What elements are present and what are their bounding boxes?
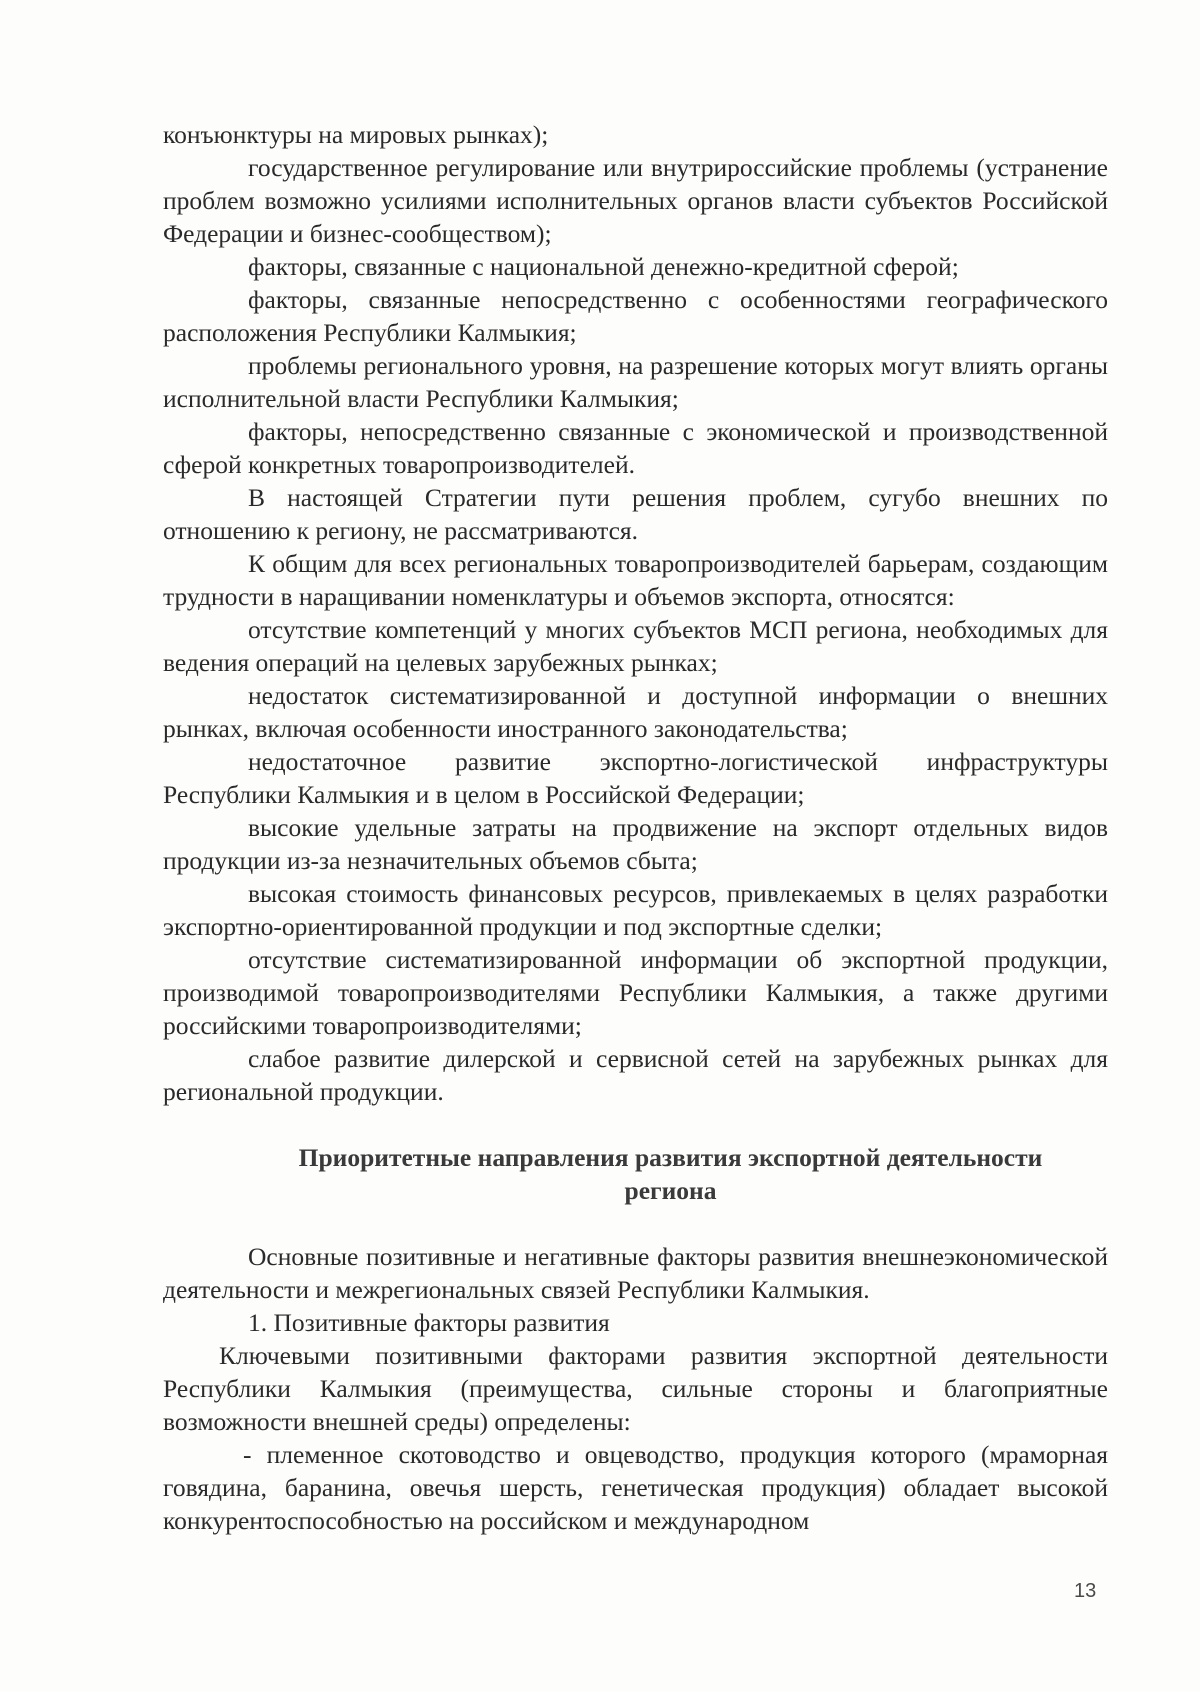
paragraph: отсутствие систематизированной информации об экспортной продукции, производимой товаропроизводителями Республики Калмыкия, а также другими российскими товаропроизводителями; [163,945,1108,1040]
section-heading [163,1141,1108,1207]
paragraph: К общим для всех региональных товаропроизводителей барьерам, создающим трудности в наращивании номенклатуры и объемов экспорта, относятся: [163,549,1108,611]
paragraph: Ключевыми позитивными факторами развития экспортной деятельности Республики Калмыкия (преимущества, сильные стороны и благоприятные возможности внешней среды) определены: [163,1341,1108,1436]
paragraph: недостаток систематизированной и доступной информации о внешних рынках, включая особенности иностранного законодательства; [163,681,1108,743]
paragraph: факторы, связанные непосредственно с особенностями географического расположения Республики Калмыкия; [163,285,1108,347]
section-heading-line1: Приоритетные направления развития экспортной деятельности [298,1143,1043,1172]
paragraph: Основные позитивные и негативные факторы развития внешнеэкономической деятельности и межрегиональных связей Республики Калмыкия. [163,1242,1108,1304]
paragraph: высокая стоимость финансовых ресурсов, привлекаемых в целях разработки экспортно-ориентированной продукции и под экспортные сделки; [163,879,1108,941]
paragraph: недостаточное развитие экспортно-логистической инфраструктуры Республики Калмыкия и в целом в Российской Федерации; [163,747,1108,809]
page-number: 13 [1074,1580,1097,1602]
paragraph: 1. Позитивные факторы развития [248,1308,610,1337]
document-body [163,118,1108,1537]
paragraph: высокие удельные затраты на продвижение на экспорт отдельных видов продукции из-за незначительных объемов сбыта; [163,813,1108,875]
paragraph: отсутствие компетенций у многих субъектов МСП региона, необходимых для ведения операций на целевых зарубежных рынках; [163,615,1108,677]
list-item: - племенное скотоводство и овцеводство, продукция которого (мраморная говядина, баранина, овечья шерсть, генетическая продукция) обладает высокой конкурентоспособностью на российском и международном [163,1440,1108,1535]
paragraph: конъюнктуры на мировых рынках); [163,120,549,149]
paragraph: факторы, непосредственно связанные с экономической и производственной сферой конкретных товаропроизводителей. [163,417,1108,479]
paragraph: В настоящей Стратегии пути решения проблем, сугубо внешних по отношению к региону, не рассматриваются. [163,483,1108,545]
paragraph: проблемы регионального уровня, на разрешение которых могут влиять органы исполнительной власти Республики Калмыкия; [163,351,1108,413]
section-heading-line2: региона [624,1176,717,1205]
paragraph: слабое развитие дилерской и сервисной сетей на зарубежных рынках для региональной продукции. [163,1044,1108,1106]
paragraph: факторы, связанные с национальной денежно-кредитной сферой; [248,252,959,281]
paragraph: государственное регулирование или внутрироссийские проблемы (устранение проблем возможно усилиями исполнительных органов власти субъектов Российской Федерации и бизнес-сообществом); [163,153,1108,248]
